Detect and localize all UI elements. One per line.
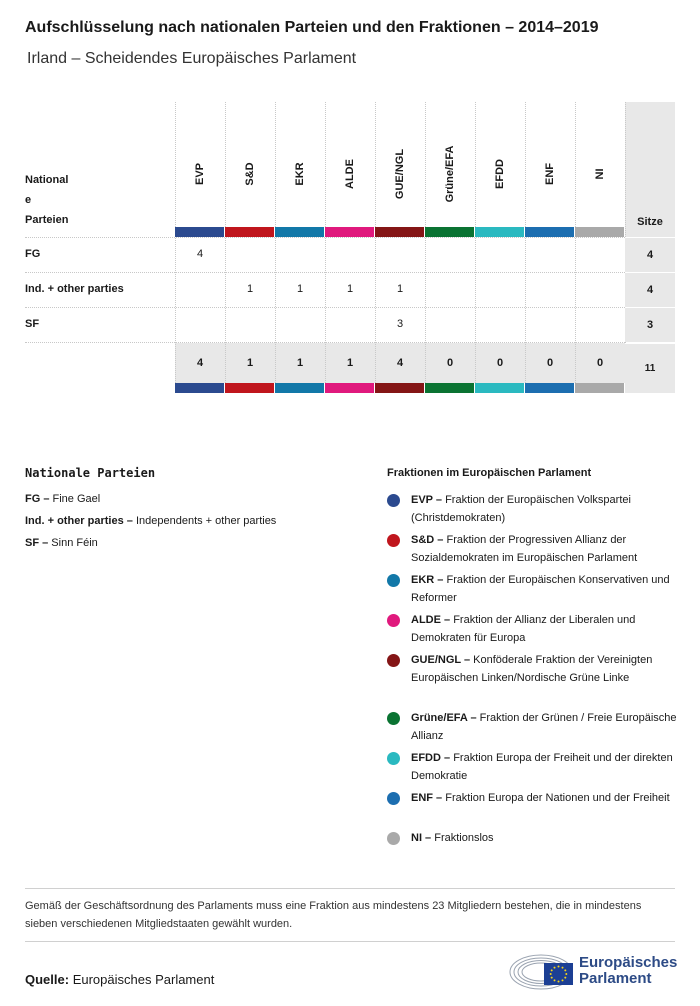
table-cell: 1	[396, 283, 404, 295]
source-line	[25, 972, 214, 987]
rules-note: Gemäß der Geschäftsordnung des Parlaments muss eine Fraktion aus mindestens 23 Mitgliedern bestehen, die in mindestens sieben verschiedenen Mitgliedstaaten gewählt wurden.	[25, 900, 642, 930]
divider	[25, 941, 675, 942]
group-header	[575, 102, 625, 227]
source-label: Quelle:	[25, 972, 70, 987]
row-party-label: FG	[25, 248, 41, 260]
legend-desc: Fraktion Europa der Freiheit und der direkten Demokratie	[411, 752, 673, 782]
legend-desc: Fraktion der Grünen / Freie Europäische Allianz	[411, 712, 677, 742]
legend-desc: Fraktionslos	[434, 832, 494, 844]
group-legend-text	[411, 611, 677, 647]
table-cell	[575, 237, 625, 272]
legend-desc: Fraktion Europa der Nationen und der Freiheit	[445, 792, 670, 804]
total-cell: 1	[346, 357, 354, 369]
group-color-bar	[175, 383, 224, 393]
group-color-bar	[175, 227, 224, 237]
table-cell	[225, 307, 275, 342]
group-header-label: EVP	[194, 162, 206, 186]
group-color-dot-icon	[387, 752, 400, 765]
group-header-label: ENF	[544, 163, 556, 185]
group-color-bar	[425, 383, 474, 393]
legend-name: Fine Gael	[52, 493, 101, 505]
legend-abbr: Ind. + other parties –	[25, 515, 133, 527]
breakdown-table	[25, 102, 675, 393]
group-color-bar	[575, 227, 624, 237]
legend-abbr: FG –	[25, 493, 50, 505]
table-cell: 3	[396, 318, 404, 330]
table-cell	[425, 272, 475, 307]
group-legend-text	[411, 709, 677, 745]
group-header	[325, 102, 375, 227]
group-color-dot-icon	[387, 494, 400, 507]
group-color-bar	[375, 227, 424, 237]
national-legend-item	[25, 493, 100, 505]
source-value: Europäisches Parlament	[72, 972, 215, 987]
page-title: Aufschlüsselung nach nationalen Parteien und den Fraktionen – 2014–2019	[25, 19, 599, 36]
legend-desc: Fraktion der Progressiven Allianz der Sozialdemokraten im Europäischen Parlament	[411, 534, 638, 564]
national-legend-item	[25, 515, 276, 527]
group-header-label: NI	[594, 168, 606, 180]
page-subtitle: Irland – Scheidendes Europäisches Parlament	[27, 50, 357, 67]
ep-logo	[508, 952, 678, 992]
group-header-label: S&D	[244, 162, 256, 186]
total-cell: 4	[196, 357, 204, 369]
total-cell: 0	[596, 357, 604, 369]
group-color-dot-icon	[387, 574, 400, 587]
table-cell	[475, 237, 525, 272]
group-color-bar	[275, 383, 324, 393]
group-legend-title: Fraktionen im Europäischen Parlament	[387, 467, 592, 479]
table-cell	[525, 307, 575, 342]
group-color-bar	[575, 383, 624, 393]
group-color-dot-icon	[387, 712, 400, 725]
total-cell: 0	[446, 357, 454, 369]
legend-abbr: SF –	[25, 537, 49, 549]
group-color-bar	[525, 227, 574, 237]
legend-abbr: EVP –	[411, 494, 442, 506]
table-cell	[475, 307, 525, 342]
group-color-bar	[225, 383, 274, 393]
table-cell: 1	[246, 283, 254, 295]
group-legend-text	[411, 789, 677, 807]
table-cell	[525, 237, 575, 272]
group-legend-text	[411, 571, 677, 607]
table-cell	[575, 272, 625, 307]
table-cell	[475, 272, 525, 307]
table-cell	[275, 307, 325, 342]
group-color-bar	[225, 227, 274, 237]
legend-abbr: NI –	[411, 832, 432, 844]
group-header-label: EFDD	[494, 159, 506, 189]
group-header	[475, 102, 525, 227]
table-cell	[175, 307, 225, 342]
group-header	[175, 102, 225, 227]
group-header-label: Grüne/EFA	[444, 145, 456, 203]
table-cell	[175, 272, 225, 307]
legend-desc: Fraktion der Europäischen Volkspartei (Christdemokraten)	[411, 494, 631, 524]
parliament-hemicycle-icon	[508, 952, 578, 992]
row-seats: 3	[625, 307, 675, 342]
total-cell: 4	[396, 357, 404, 369]
group-header	[275, 102, 325, 227]
table-cell	[425, 237, 475, 272]
legend-desc: Fraktion der Allianz der Liberalen und Demokraten für Europa	[411, 614, 636, 644]
group-header	[375, 102, 425, 227]
national-parties-header: National e Parteien	[25, 174, 69, 226]
total-cell: 1	[246, 357, 254, 369]
table-cell	[575, 307, 625, 342]
total-cell: 0	[546, 357, 554, 369]
legend-abbr: ALDE –	[411, 614, 451, 626]
group-color-dot-icon	[387, 614, 400, 627]
group-color-bar	[525, 383, 574, 393]
table-cell	[425, 307, 475, 342]
table-cell	[225, 237, 275, 272]
table-cell	[525, 272, 575, 307]
divider	[25, 888, 675, 889]
group-header-label: ALDE	[344, 159, 356, 189]
table-cell	[275, 237, 325, 272]
table-cell	[325, 237, 375, 272]
group-header	[225, 102, 275, 227]
row-party-label: SF	[25, 318, 40, 330]
total-cell: 1	[296, 357, 304, 369]
legend-desc: Fraktion der Europäischen Konservativen und Reformer	[411, 574, 670, 604]
legend-abbr: EFDD –	[411, 752, 451, 764]
table-cell: 1	[296, 283, 304, 295]
legend-name: Independents + other parties	[135, 515, 277, 527]
group-color-dot-icon	[387, 534, 400, 547]
table-cell	[325, 307, 375, 342]
group-header	[425, 102, 475, 227]
group-color-bar	[425, 227, 474, 237]
national-legend-item	[25, 537, 98, 549]
group-legend-text	[411, 491, 677, 527]
legend-abbr: GUE/NGL –	[411, 654, 471, 666]
group-legend-text	[411, 651, 677, 687]
table-cell	[375, 237, 425, 272]
logo-text: Europäisches Parlament	[579, 954, 678, 987]
group-color-bar	[325, 227, 374, 237]
group-header	[525, 102, 575, 227]
group-color-dot-icon	[387, 792, 400, 805]
total-cell: 0	[496, 357, 504, 369]
national-legend-title: Nationale Parteien	[25, 466, 156, 480]
group-legend-text	[411, 749, 677, 785]
group-color-bar	[475, 383, 524, 393]
group-color-bar	[475, 227, 524, 237]
legend-abbr: Grüne/EFA –	[411, 712, 477, 724]
seats-header: Sitze	[625, 102, 675, 237]
group-legend-text	[411, 829, 677, 847]
group-color-bar	[375, 383, 424, 393]
group-legend-text	[411, 531, 677, 567]
row-seats: 4	[625, 237, 675, 272]
group-color-bar	[275, 227, 324, 237]
legend-abbr: EKR –	[411, 574, 444, 586]
group-color-dot-icon	[387, 832, 400, 845]
legend-desc: Konföderale Fraktion der Vereinigten Europäischen Linken/Nordische Grüne Linke	[411, 654, 653, 684]
group-header-label: GUE/NGL	[394, 148, 406, 200]
group-header-label: EKR	[294, 162, 306, 186]
table-cell: 4	[196, 248, 204, 260]
row-party-label: Ind. + other parties	[25, 283, 124, 295]
legend-name: Sinn Féin	[51, 537, 98, 549]
group-color-bar	[325, 383, 374, 393]
table-cell: 1	[346, 283, 354, 295]
group-color-dot-icon	[387, 654, 400, 667]
row-seats: 4	[625, 272, 675, 307]
legend-abbr: ENF –	[411, 792, 443, 804]
legend-abbr: S&D –	[411, 534, 444, 546]
total-seats: 11	[625, 343, 675, 393]
